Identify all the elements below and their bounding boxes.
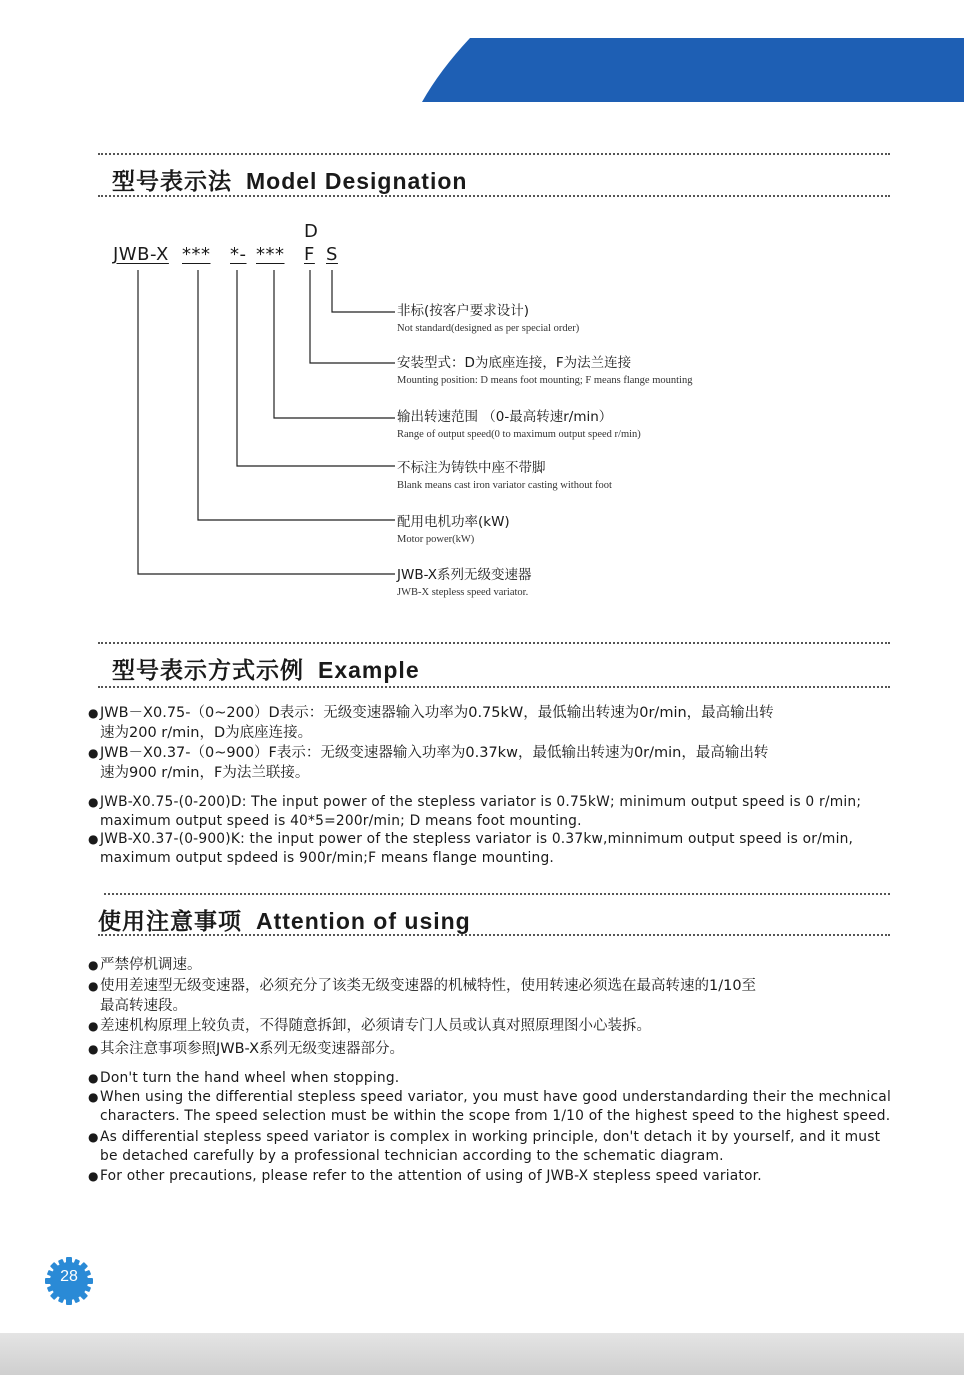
designation-item-series: [397, 566, 532, 601]
bullet-icon: ●: [88, 832, 99, 846]
item-en: JWB-X stepless speed variator.: [397, 587, 529, 598]
code-mount: F: [304, 244, 315, 265]
section-title-en: Model Designation: [246, 168, 468, 194]
example-zh-item: [88, 743, 908, 783]
bullet-icon: ●: [88, 1071, 99, 1085]
item-en: Motor power(kW): [397, 534, 475, 545]
example-en-item: [88, 793, 908, 831]
header-banner: [0, 0, 964, 110]
example-en-item: [88, 830, 908, 868]
divider: [98, 642, 890, 644]
designation-diagram: [0, 210, 964, 610]
line: 速为200 r/min，D为底座连接。: [100, 725, 313, 741]
attention-zh-item: [88, 1039, 908, 1059]
line: For other precautions, please refer to the attention of using of JWB-X stepless speed variator.: [100, 1168, 762, 1184]
attention-zh-item: [88, 955, 908, 975]
section-title-en: Example: [318, 657, 420, 683]
item-en: Range of output speed(0 to maximum output speed r/min): [397, 429, 641, 440]
designation-item-special: [397, 302, 579, 337]
line: 使用差速型无级变速器，必须充分了该类无级变速器的机械特性，使用转速必须选在最高转速的1/10至: [100, 978, 757, 994]
section-title-attention: [98, 903, 471, 936]
bullet-icon: ●: [88, 979, 99, 993]
line: JWB-X0.37-(0-900)K: the input power of the stepless variator is 0.37kw,minnimum output speed is or/min,: [100, 831, 854, 847]
item-zh: 配用电机功率(kW): [397, 514, 510, 530]
bullet-icon: ●: [88, 746, 99, 760]
attention-zh-item: [88, 1016, 908, 1036]
bullet-icon: ●: [88, 1169, 99, 1183]
line: 差速机构原理上较负责，不得随意拆卸，必须请专门人员或认真对照原理图小心装拆。: [100, 1018, 651, 1034]
divider: [98, 686, 890, 688]
line: As differential stepless speed variator is complex in working principle, don't detach it by yourself, and it must: [100, 1129, 881, 1145]
section-title-zh: 型号表示方式示例: [112, 658, 304, 684]
item-zh: 不标注为铸铁中座不带脚: [397, 460, 546, 476]
designation-item-blank: [397, 459, 612, 494]
bullet-icon: ●: [88, 1019, 99, 1033]
designation-item-speed: [397, 408, 641, 443]
item-en: Blank means cast iron variator casting without foot: [397, 480, 612, 491]
attention-en-item: [88, 1069, 908, 1088]
bullet-icon: ●: [88, 958, 99, 972]
line: 速为900 r/min，F为法兰联接。: [100, 765, 310, 781]
section-title-zh: 型号表示法: [112, 169, 232, 195]
line: When using the differential stepless speed variator, you must have good understandarding their the mechnical: [100, 1089, 891, 1105]
line: 严禁停机调速。: [100, 957, 202, 973]
section-title-zh: 使用注意事项: [98, 909, 242, 935]
bullet-icon: ●: [88, 795, 99, 809]
code-power: ***: [182, 244, 211, 265]
line: Don't turn the hand wheel when stopping.: [100, 1070, 400, 1086]
divider: [104, 893, 890, 895]
code-special: S: [326, 244, 338, 265]
bullet-icon: ●: [88, 1042, 99, 1056]
divider: [98, 195, 890, 197]
divider: [98, 934, 890, 936]
designation-item-power: [397, 513, 510, 548]
line: 最高转速段。: [100, 998, 187, 1014]
bullet-icon: ●: [88, 1090, 99, 1104]
attention-en-item: [88, 1128, 908, 1166]
section-title-en: Attention of using: [256, 908, 471, 934]
line: maximum output speed is 40*5=200r/min; D means foot mounting.: [100, 813, 582, 829]
page-number: 28: [60, 1268, 78, 1285]
section-title-example: [112, 652, 420, 685]
code-base: JWB-X: [113, 244, 169, 265]
item-zh: 输出转速范围 （0-最高转速r/min）: [397, 409, 613, 425]
line: maximum output spdeed is 900r/min;F means flange mounting.: [100, 850, 554, 866]
bullet-icon: ●: [88, 1130, 99, 1144]
item-zh: JWB-X系列无级变速器: [397, 567, 532, 583]
line: JWB-X0.75-(0-200)D: The input power of the stepless variator is 0.75kW; minimum output speed is 0 r/min;: [100, 794, 862, 810]
line: JWB－X0.75-（0~200）D表示：无级变速器输入功率为0.75kW，最低输出转速为0r/min，最高输出转: [100, 705, 774, 721]
attention-en-item: [88, 1088, 908, 1126]
footer-strip: [0, 1333, 964, 1375]
example-zh-item: [88, 703, 908, 743]
attention-zh-item: [88, 976, 908, 1016]
line: characters. The speed selection must be within the scope from 1/10 of the highest speed to the highest speed.: [100, 1108, 891, 1124]
bullet-icon: ●: [88, 706, 99, 720]
item-en: Not standard(designed as per special order): [397, 323, 580, 334]
code-mount-top: D: [304, 221, 319, 242]
code-blank: *-: [230, 244, 247, 265]
divider: [98, 153, 890, 155]
designation-item-mount: [397, 354, 692, 389]
item-zh: 非标(按客户要求设计): [397, 303, 530, 319]
attention-en-item: [88, 1167, 908, 1186]
line: be detached carefully by a professional technician according to the schematic diagram.: [100, 1148, 724, 1164]
section-title-designation: [112, 163, 467, 196]
item-en: Mounting position: D means foot mounting; F means flange mounting: [397, 375, 693, 386]
code-speed: ***: [256, 244, 285, 265]
item-zh: 安装型式：D为底座连接，F为法兰连接: [397, 355, 632, 371]
line: JWB－X0.37-（0~900）F表示：无级变速器输入功率为0.37kw，最低输出转速为0r/min，最高输出转: [100, 745, 769, 761]
line: 其余注意事项参照JWB-X系列无级变速器部分。: [100, 1041, 405, 1057]
